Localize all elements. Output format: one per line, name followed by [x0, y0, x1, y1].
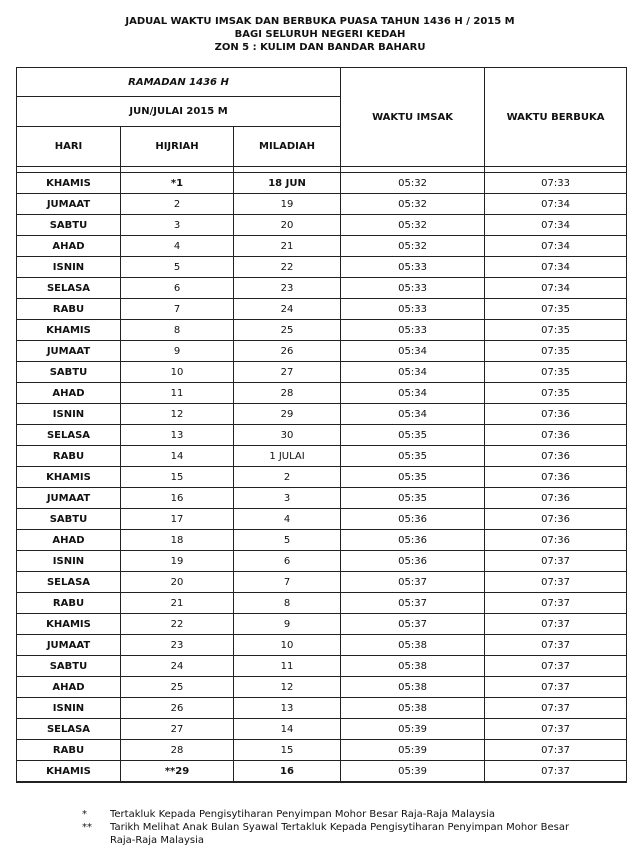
hijriah-cell: 8 [121, 320, 234, 341]
hijriah-cell: 6 [121, 278, 234, 299]
imsak-cell: 05:32 [341, 173, 485, 194]
miladiah-cell: 27 [234, 362, 341, 383]
day-cell: KHAMIS [17, 614, 121, 635]
title-line-2: BAGI SELURUH NEGERI KEDAH [234, 29, 406, 40]
miladiah-cell: 30 [234, 425, 341, 446]
day-cell: JUMAAT [17, 341, 121, 362]
imsak-cell: 05:32 [341, 236, 485, 257]
hijriah-cell: *1 [121, 173, 234, 194]
imsak-cell: 05:38 [341, 635, 485, 656]
table-row [17, 572, 627, 593]
miladiah-cell: 11 [234, 656, 341, 677]
miladiah-cell: 20 [234, 215, 341, 236]
footnote-text: Tarikh Melihat Anak Bulan Syawal Tertakluk Kepada Pengisytiharan Penyimpan Mohor Besar Raja-Raja Malaysia [110, 822, 570, 846]
day-cell: SABTU [17, 362, 121, 383]
table-row [17, 362, 627, 383]
day-cell: SELASA [17, 278, 121, 299]
imsak-header: WAKTU IMSAK [341, 68, 485, 167]
table-row [17, 320, 627, 341]
imsak-cell: 05:34 [341, 383, 485, 404]
imsak-cell: 05:34 [341, 404, 485, 425]
hijriah-cell: 13 [121, 425, 234, 446]
table-row [17, 215, 627, 236]
berbuka-cell: 07:34 [485, 236, 627, 257]
berbuka-cell: 07:36 [485, 425, 627, 446]
day-cell: SABTU [17, 656, 121, 677]
day-cell: KHAMIS [17, 467, 121, 488]
miladiah-cell: 23 [234, 278, 341, 299]
footnote-mark: * [82, 809, 87, 820]
day-cell: ISNIN [17, 257, 121, 278]
miladiah-cell: 10 [234, 635, 341, 656]
table-row [17, 551, 627, 572]
day-cell: ISNIN [17, 404, 121, 425]
table-row [17, 425, 627, 446]
hijriah-cell: 27 [121, 719, 234, 740]
hijriah-cell: 19 [121, 551, 234, 572]
imsak-cell: 05:35 [341, 488, 485, 509]
berbuka-cell: 07:34 [485, 278, 627, 299]
imsak-cell: 05:39 [341, 740, 485, 761]
hijriah-cell: 28 [121, 740, 234, 761]
day-cell: AHAD [17, 383, 121, 404]
day-cell: KHAMIS [17, 320, 121, 341]
imsak-cell: 05:36 [341, 530, 485, 551]
day-cell: SELASA [17, 719, 121, 740]
day-cell: SELASA [17, 425, 121, 446]
day-cell: JUMAAT [17, 488, 121, 509]
table-row [17, 194, 627, 215]
berbuka-cell: 07:34 [485, 194, 627, 215]
imsak-cell: 05:39 [341, 761, 485, 783]
berbuka-cell: 07:37 [485, 635, 627, 656]
miladiah-cell: 14 [234, 719, 341, 740]
day-cell: SELASA [17, 572, 121, 593]
table-row [17, 656, 627, 677]
table-row [17, 257, 627, 278]
footnote [82, 821, 570, 847]
miladiah-cell: 16 [234, 761, 341, 783]
table-row [17, 173, 627, 194]
berbuka-cell: 07:37 [485, 761, 627, 783]
ramadan-header: RAMADAN 1436 H [17, 68, 341, 97]
hijriah-header: HIJRIAH [121, 127, 234, 167]
miladiah-cell: 8 [234, 593, 341, 614]
footnote [82, 808, 570, 821]
table-row [17, 698, 627, 719]
berbuka-cell: 07:36 [485, 446, 627, 467]
berbuka-cell: 07:37 [485, 551, 627, 572]
imsak-cell: 05:35 [341, 425, 485, 446]
table-row [17, 341, 627, 362]
hijriah-cell: 22 [121, 614, 234, 635]
hijriah-cell: 2 [121, 194, 234, 215]
footnote-mark: ** [82, 822, 92, 833]
miladiah-cell: 1 JULAI [234, 446, 341, 467]
berbuka-cell: 07:35 [485, 320, 627, 341]
table-row [17, 719, 627, 740]
hari-header: HARI [17, 127, 121, 167]
miladiah-cell: 2 [234, 467, 341, 488]
table-row [17, 278, 627, 299]
day-cell: RABU [17, 593, 121, 614]
title-line-1: JADUAL WAKTU IMSAK DAN BERBUKA PUASA TAHUN 1436 H / 2015 M [125, 16, 515, 27]
table-row [17, 593, 627, 614]
hijriah-cell: 7 [121, 299, 234, 320]
imsak-cell: 05:36 [341, 551, 485, 572]
miladiah-cell: 15 [234, 740, 341, 761]
day-cell: KHAMIS [17, 173, 121, 194]
hijriah-cell: 3 [121, 215, 234, 236]
footnotes [82, 808, 570, 847]
day-cell: RABU [17, 446, 121, 467]
hijriah-cell: 12 [121, 404, 234, 425]
table-row [17, 740, 627, 761]
miladiah-cell: 9 [234, 614, 341, 635]
berbuka-cell: 07:36 [485, 509, 627, 530]
hijriah-cell: 15 [121, 467, 234, 488]
hijriah-cell: 25 [121, 677, 234, 698]
miladiah-cell: 18 JUN [234, 173, 341, 194]
imsak-cell: 05:38 [341, 698, 485, 719]
imsak-cell: 05:33 [341, 278, 485, 299]
table-row [17, 488, 627, 509]
month-header: JUN/JULAI 2015 M [17, 97, 341, 127]
berbuka-cell: 07:37 [485, 698, 627, 719]
berbuka-cell: 07:35 [485, 362, 627, 383]
berbuka-header: WAKTU BERBUKA [485, 68, 627, 167]
berbuka-cell: 07:35 [485, 341, 627, 362]
hijriah-cell: 23 [121, 635, 234, 656]
miladiah-cell: 7 [234, 572, 341, 593]
imsak-cell: 05:35 [341, 446, 485, 467]
berbuka-cell: 07:35 [485, 383, 627, 404]
imsak-cell: 05:37 [341, 572, 485, 593]
miladiah-cell: 29 [234, 404, 341, 425]
hijriah-cell: 4 [121, 236, 234, 257]
berbuka-cell: 07:37 [485, 677, 627, 698]
berbuka-cell: 07:37 [485, 740, 627, 761]
berbuka-cell: 07:37 [485, 656, 627, 677]
table-row [17, 299, 627, 320]
berbuka-cell: 07:37 [485, 719, 627, 740]
miladiah-cell: 25 [234, 320, 341, 341]
day-cell: JUMAAT [17, 635, 121, 656]
miladiah-cell: 4 [234, 509, 341, 530]
hijriah-cell: 11 [121, 383, 234, 404]
berbuka-cell: 07:37 [485, 593, 627, 614]
imsak-cell: 05:35 [341, 467, 485, 488]
table-row [17, 467, 627, 488]
imsak-cell: 05:32 [341, 194, 485, 215]
day-cell: SABTU [17, 215, 121, 236]
table-row [17, 446, 627, 467]
miladiah-cell: 5 [234, 530, 341, 551]
hijriah-cell: 21 [121, 593, 234, 614]
berbuka-cell: 07:37 [485, 614, 627, 635]
berbuka-cell: 07:36 [485, 467, 627, 488]
imsak-cell: 05:38 [341, 677, 485, 698]
schedule-table [16, 67, 627, 783]
table-row [17, 530, 627, 551]
hijriah-cell: 5 [121, 257, 234, 278]
miladiah-cell: 6 [234, 551, 341, 572]
hijriah-cell: 20 [121, 572, 234, 593]
day-cell: AHAD [17, 677, 121, 698]
table-row [17, 761, 627, 783]
berbuka-cell: 07:37 [485, 572, 627, 593]
title-line-3: ZON 5 : KULIM DAN BANDAR BAHARU [214, 42, 426, 53]
day-cell: AHAD [17, 236, 121, 257]
hijriah-cell: 17 [121, 509, 234, 530]
berbuka-cell: 07:34 [485, 215, 627, 236]
table-row [17, 614, 627, 635]
imsak-cell: 05:33 [341, 320, 485, 341]
berbuka-cell: 07:35 [485, 299, 627, 320]
hijriah-cell: 14 [121, 446, 234, 467]
table-row [17, 635, 627, 656]
miladiah-cell: 19 [234, 194, 341, 215]
miladiah-cell: 12 [234, 677, 341, 698]
imsak-cell: 05:38 [341, 656, 485, 677]
table-row [17, 236, 627, 257]
miladiah-cell: 22 [234, 257, 341, 278]
day-cell: ISNIN [17, 698, 121, 719]
imsak-cell: 05:39 [341, 719, 485, 740]
day-cell: SABTU [17, 509, 121, 530]
miladiah-cell: 3 [234, 488, 341, 509]
miladiah-header: MILADIAH [234, 127, 341, 167]
imsak-cell: 05:34 [341, 341, 485, 362]
hijriah-cell: 18 [121, 530, 234, 551]
berbuka-cell: 07:34 [485, 257, 627, 278]
footnote-text: Tertakluk Kepada Pengisytiharan Penyimpan Mohor Besar Raja-Raja Malaysia [110, 809, 496, 820]
hijriah-cell: 24 [121, 656, 234, 677]
day-cell: RABU [17, 740, 121, 761]
hijriah-cell: 26 [121, 698, 234, 719]
imsak-cell: 05:36 [341, 509, 485, 530]
imsak-cell: 05:33 [341, 299, 485, 320]
imsak-cell: 05:34 [341, 362, 485, 383]
imsak-cell: 05:32 [341, 215, 485, 236]
table-row [17, 383, 627, 404]
hijriah-cell: **29 [121, 761, 234, 783]
imsak-cell: 05:33 [341, 257, 485, 278]
day-cell: JUMAAT [17, 194, 121, 215]
berbuka-cell: 07:33 [485, 173, 627, 194]
miladiah-cell: 28 [234, 383, 341, 404]
berbuka-cell: 07:36 [485, 530, 627, 551]
table-row [17, 404, 627, 425]
miladiah-cell: 13 [234, 698, 341, 719]
hijriah-cell: 9 [121, 341, 234, 362]
day-cell: RABU [17, 299, 121, 320]
berbuka-cell: 07:36 [485, 404, 627, 425]
imsak-cell: 05:37 [341, 593, 485, 614]
day-cell: AHAD [17, 530, 121, 551]
table-row [17, 509, 627, 530]
day-cell: ISNIN [17, 551, 121, 572]
berbuka-cell: 07:36 [485, 488, 627, 509]
hijriah-cell: 16 [121, 488, 234, 509]
imsak-cell: 05:37 [341, 614, 485, 635]
day-cell: KHAMIS [17, 761, 121, 783]
miladiah-cell: 21 [234, 236, 341, 257]
miladiah-cell: 24 [234, 299, 341, 320]
table-row [17, 677, 627, 698]
hijriah-cell: 10 [121, 362, 234, 383]
miladiah-cell: 26 [234, 341, 341, 362]
